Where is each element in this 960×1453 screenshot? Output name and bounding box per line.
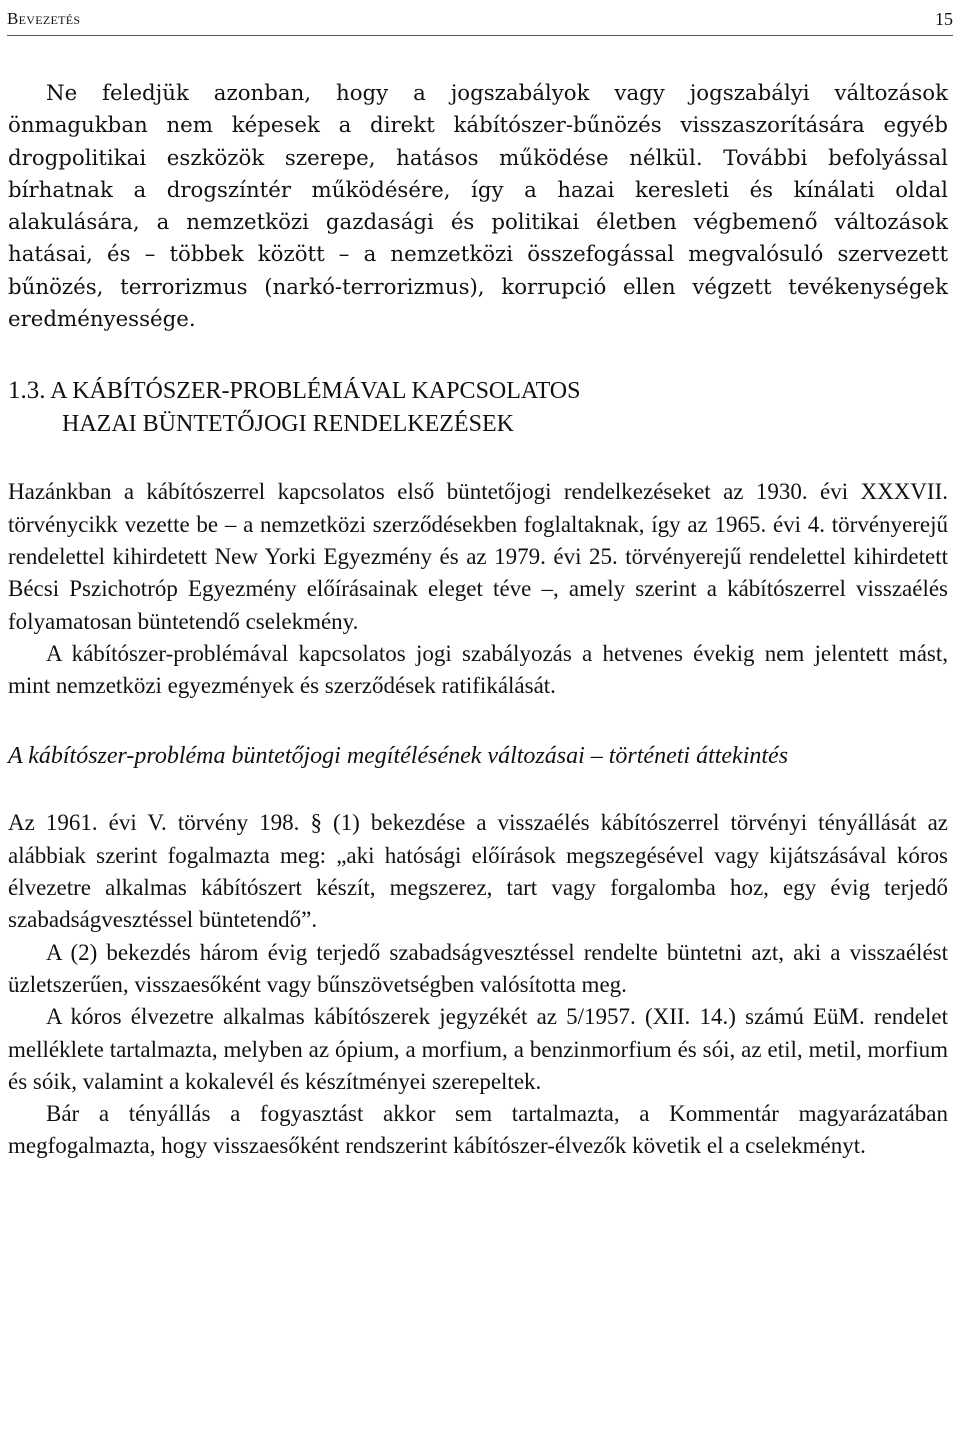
page-number: 15 [935,9,953,29]
paragraph: Hazánkban a kábítószerrel kapcsolatos első büntetőjogi rendelkezéseket az 1930. évi XXXVII. törvénycikk vezette be – a nemzetközi szerződésekben foglaltaknak, így az 1965. évi 4. törvényerejű rendelettel kihirdetett New Yorki Egyezmény és az 1979. évi 25. törvényerejű rendelettel kihirdetett Bécsi Pszichotróp Egyezmény előírásainak eleget téve –, amely szerint a kábítószerrel visszaélés folyamatosan büntetendő cselekmény. [8,479,948,634]
section-title-line1: A KÁBÍTÓSZER-PROBLÉMÁVAL KAPCSOLATOS [50,378,581,405]
running-head: Bevezetés [7,9,81,28]
subsection-body [8,807,948,1162]
paragraph: A kábítószer-problémával kapcsolatos jogi szabályozás a hetvenes évekig nem jelentett mást, mint nemzetközi egyezmények és szerződések ratifikálását. [8,640,948,699]
section-number: 1.3. [8,377,46,405]
paragraph-intro: Ne feledjük azonban, hogy a jogszabályok vagy jogszabályi változások önmagukban nem képesek a direkt kábítószer-bűnözés visszaszorítására egyéb drogpolitikai eszközök szerepe, hatásos működése nélkül. További befolyással bírhatnak a drogszíntér működésére, így a hazai keresleti és kínálati oldal alakulására, a nemzetközi gazdasági és politikai életben végbemenő változások hatásai, és – többek között – a nemzetközi összefogással megvalósuló szervezett bűnözés, terrorizmus (narkó-terrorizmus), korrupció ellen végzett tevékenységek eredményessége. [8,81,948,333]
section-title-line2: HAZAI BÜNTETŐJOGI RENDELKEZÉSEK [62,411,514,438]
paragraph: A (2) bekezdés három évig terjedő szabadságvesztéssel rendelte büntetni azt, aki a visszaélést üzletszerűen, visszaesőként vagy bűnszövetségben valósította meg. [8,939,948,997]
page-body [8,78,948,1163]
paragraph: Az 1961. évi V. törvény 198. § (1) bekezdése a visszaélés kábítószerrel törvényi tényállását az alábbiak szerint fogalmazta meg: „aki hatósági előírások megszegésével vagy kijátszásával kóros élvezetre alkalmas kábítószert készít, megszerez, tart vagy forgalomba hoz, egy évig terjedő szabadságvesztéssel büntetendő”. [8,810,948,933]
subheading: A kábítószer-probléma büntetőjogi megítélésének változásai – történeti áttekintés [8,743,789,770]
page-header [7,5,953,36]
section-heading [8,374,948,441]
section-body [8,476,948,702]
paragraph: A kóros élvezetre alkalmas kábítószerek jegyzékét az 5/1957. (XII. 14.) számú EüM. rendelet melléklete tartalmazta, melyben az ópium, a morfium, a benzinmorfium és sói, az etil, metil, morfium és sóik, valamint a kokalevél és készítményei szerepeltek. [8,1004,948,1094]
paragraph: Bár a tényállás a fogyasztást akkor sem tartalmazta, a Kommentár magyarázatában megfogalmazta, hogy visszaesőként rendszerint kábítószer-élvezők követik el a cselekményt. [8,1101,948,1159]
